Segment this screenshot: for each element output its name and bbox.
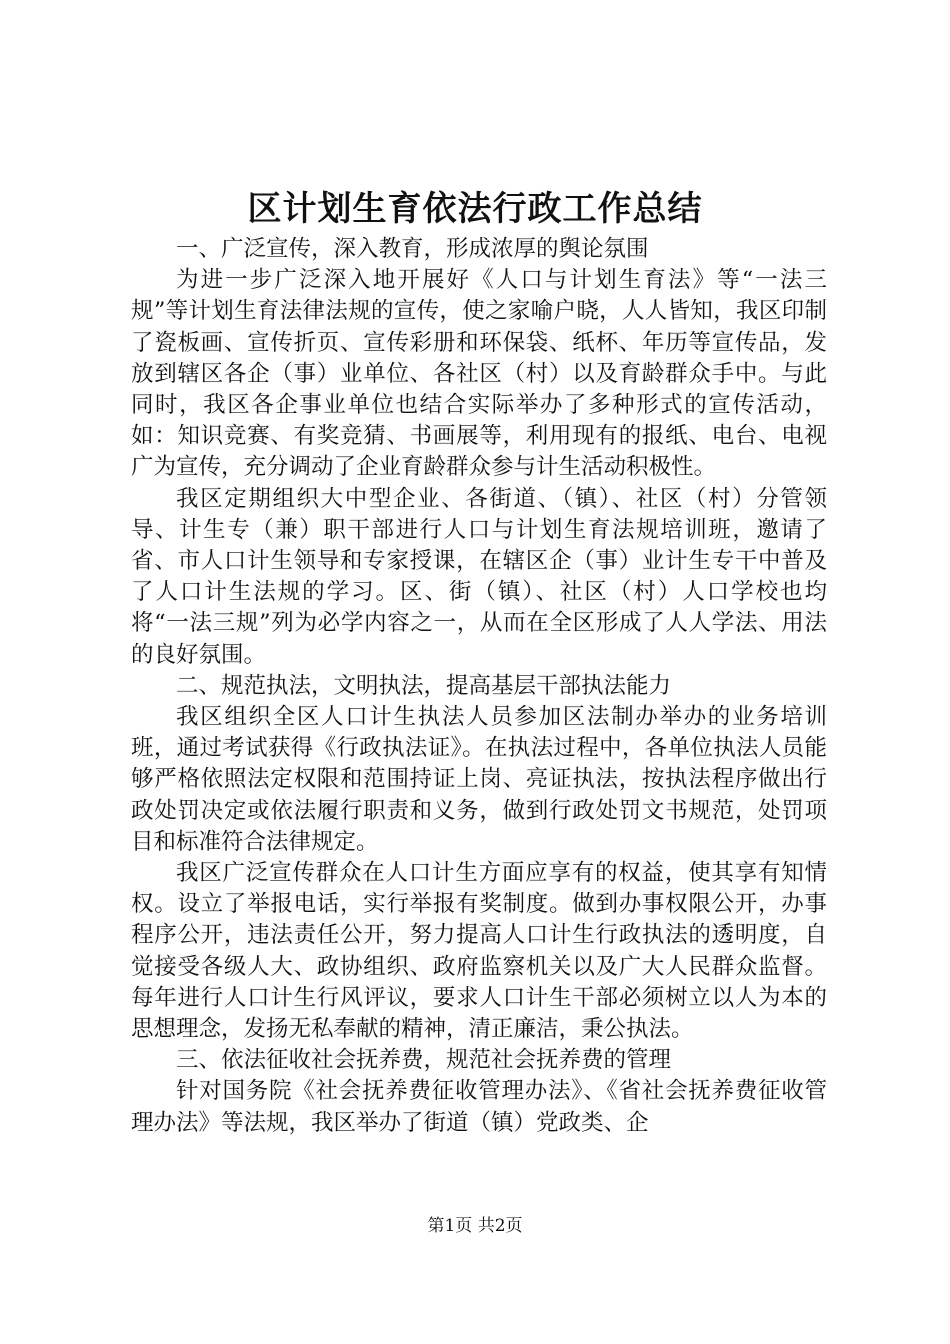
section-2-paragraph-2: 我区广泛宣传群众在人口计生方面应享有的权益，使其享有知情权。设立了举报电话，实行举报有奖制度。做到办事权限公开，办事程序公开，违法责任公开，努力提高人口计生行政执法的透明度，自觉接受各级人大、政协组织、政府监察机关以及广大人民群众监督。每年进行人口计生行风评议，要求人口计生干部必须树立以人为本的思想理念，发扬无私奉献的精神，清正廉洁，秉公执法。: [131, 860, 827, 1043]
page-footer: 第1页 共2页: [427, 1216, 523, 1236]
section-2-paragraph-1: 我区组织全区人口计生执法人员参加区法制办举办的业务培训班，通过考试获得《行政执法证》。在执法过程中，各单位执法人员能够严格依照法定权限和范围持证上岗、亮证执法，按执法程序做出行政处罚决定或依法履行职责和义务，做到行政处罚文书规范，处罚项目和标准符合法律规定。: [131, 704, 827, 855]
section-1-paragraph-2: 我区定期组织大中型企业、各街道、（镇）、社区（村）分管领导、计生专（兼）职干部进行人口与计划生育法规培训班，邀请了省、市人口计生领导和专家授课，在辖区企（事）业计生专干中普及了人口计生法规的学习。区、街（镇）、社区（村）人口学校也均将“一法三规”列为必学内容之一，从而在全区形成了人人学法、用法的良好氛围。: [131, 485, 827, 668]
section-2-heading: 二、规范执法，文明执法，提高基层干部执法能力: [176, 672, 672, 699]
section-1-heading: 一、广泛宣传，深入教育，形成浓厚的舆论氛围: [176, 236, 649, 262]
section-3-heading: 三、依法征收社会抚养费，规范社会抚养费的管理: [176, 1047, 672, 1074]
section-3-paragraph-1: 针对国务院《社会抚养费征收管理办法》、《省社会抚养费征收管理办法》等法规，我区举办了街道（镇）党政类、企: [131, 1078, 827, 1136]
document-body: [131, 234, 827, 1139]
document-title: 区计划生育依法行政工作总结: [247, 189, 703, 229]
section-1-paragraph-1: 为进一步广泛深入地开展好《人口与计划生育法》等“一法三规”等计划生育法律法规的宣传，使之家喻户晓，人人皆知，我区印制了瓷板画、宣传折页、宣传彩册和环保袋、纸杯、年历等宣传品，发放到辖区各企（事）业单位、各社区（村）以及育龄群众手中。与此同时，我区各企事业单位也结合实际举办了多种形式的宣传活动，如：知识竞赛、有奖竞猜、书画展等，利用现有的报纸、电台、电视广为宣传，充分调动了企业育龄群众参与计生活动积极性。: [131, 267, 827, 481]
